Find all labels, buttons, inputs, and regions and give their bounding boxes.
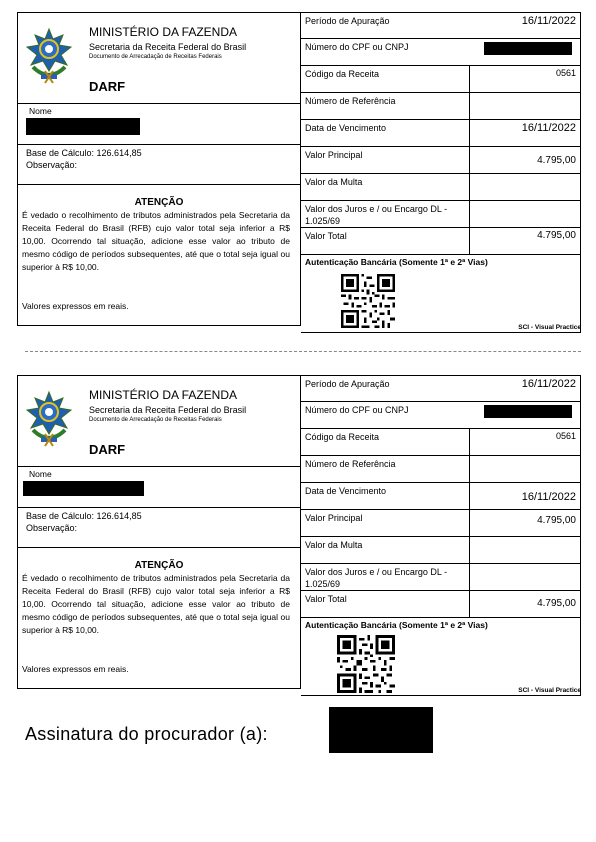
autenticacao-section (301, 255, 580, 332)
darf-title: DARF (89, 442, 126, 457)
vencimento-value: 16/11/2022 (521, 122, 576, 134)
cut-line (25, 351, 581, 352)
form-header (18, 13, 300, 104)
secretaria-subtitle: Secretaria da Receita Federal do Brasil (89, 42, 247, 52)
total-label: Valor Total (305, 594, 347, 604)
brazil-coat-of-arms-icon (25, 27, 73, 87)
cpf-row (301, 402, 580, 429)
periodo-value: 16/11/2022 (521, 15, 576, 27)
sci-footer: SCI - Visual Practice (518, 687, 581, 694)
brazil-coat-of-arms-icon (25, 390, 73, 450)
nome-label: Nome (29, 469, 52, 479)
codigo-row (301, 66, 580, 93)
attention-section (18, 185, 300, 325)
periodo-value: 16/11/2022 (521, 378, 576, 390)
document-type: Documento de Arrecadação de Receitas Federais (89, 54, 222, 60)
periodo-label: Período de Apuração (305, 16, 390, 26)
values-note: Valores expressos em reais. (22, 301, 129, 311)
total-label: Valor Total (305, 231, 347, 241)
base-calculo: Base de Cálculo: 126.614,85 (26, 148, 142, 158)
nome-redacted (26, 118, 140, 135)
document-type: Documento de Arrecadação de Receitas Federais (89, 417, 222, 423)
secretaria-subtitle: Secretaria da Receita Federal do Brasil (89, 405, 247, 415)
nome-redacted (23, 481, 144, 496)
multa-row (301, 537, 580, 564)
multa-label: Valor da Multa (305, 177, 363, 187)
vencimento-label: Data de Vencimento (305, 123, 387, 133)
codigo-label: Código da Receita (305, 432, 380, 442)
right-column (301, 12, 581, 333)
total-row (301, 228, 580, 255)
values-note: Valores expressos em reais. (22, 664, 129, 674)
observacao-label: Observação: (26, 160, 78, 170)
right-column (301, 375, 581, 696)
periodo-row (301, 13, 580, 39)
vencimento-value: 16/11/2022 (521, 491, 576, 503)
vencimento-row (301, 483, 580, 510)
juros-row (301, 201, 580, 228)
cpf-row (301, 39, 580, 66)
form-header (18, 376, 300, 467)
referencia-row (301, 456, 580, 483)
principal-row (301, 510, 580, 537)
nome-label: Nome (29, 106, 52, 116)
observacao-label: Observação: (26, 523, 78, 533)
left-column (17, 12, 301, 326)
nome-field (18, 467, 300, 508)
codigo-value: 0561 (555, 431, 576, 441)
periodo-row (301, 376, 580, 402)
vencimento-row (301, 120, 580, 147)
base-calculo: Base de Cálculo: 126.614,85 (26, 511, 142, 521)
total-value: 4.795,00 (537, 230, 576, 241)
attention-title: ATENÇÃO (134, 560, 184, 571)
vencimento-label: Data de Vencimento (305, 486, 387, 496)
referencia-label: Número de Referência (305, 96, 396, 106)
cpf-label: Número do CPF ou CNPJ (305, 42, 409, 52)
principal-value: 4.795,00 (537, 155, 576, 166)
signature-label: Assinatura do procurador (a): (25, 724, 268, 744)
principal-value: 4.795,00 (537, 515, 576, 526)
juros-label: Valor dos Juros e / ou Encargo DL - 1.025/69 (305, 204, 448, 226)
attention-text: É vedado o recolhimento de tributos administrados pela Secretaria da Receita Federal do Brasil (RFB) cujo valor total seja inferior a R$ 10,00. Ocorrendo tal situação, adicione esse valor ao tributo de mesmo código de períodos subsequentes, até que o total seja igual ou superior à R$ 10,00. (22, 210, 290, 272)
sci-footer: SCI - Visual Practice (518, 324, 581, 331)
juros-row (301, 564, 580, 591)
principal-label: Valor Principal (305, 513, 363, 523)
nome-field (18, 104, 300, 145)
attention-title: ATENÇÃO (134, 197, 184, 208)
cpf-redacted (484, 42, 572, 55)
ministry-title: MINISTÉRIO DA FAZENDA (89, 25, 238, 39)
attention-section (18, 548, 300, 688)
juros-label: Valor dos Juros e / ou Encargo DL - 1.025/69 (305, 567, 448, 589)
signature-redacted (329, 707, 433, 753)
base-calculo-section (18, 145, 300, 185)
codigo-label: Código da Receita (305, 69, 380, 79)
multa-row (301, 174, 580, 201)
codigo-value: 0561 (555, 68, 576, 78)
attention-text: É vedado o recolhimento de tributos administrados pela Secretaria da Receita Federal do Brasil (RFB) cujo valor total seja inferior a R$ 10,00. Ocorrendo tal situação, adicione esse valor ao tributo de mesmo código de períodos subsequentes, até que o total seja igual ou superior à R$ 10,00. (22, 573, 290, 635)
multa-label: Valor da Multa (305, 540, 363, 550)
autenticacao-label: Autenticação Bancária (Somente 1ª e 2ª Vias) (305, 257, 488, 267)
autenticacao-label: Autenticação Bancária (Somente 1ª e 2ª Vias) (305, 620, 488, 630)
ministry-title: MINISTÉRIO DA FAZENDA (89, 388, 238, 402)
principal-label: Valor Principal (305, 150, 363, 160)
darf-title: DARF (89, 79, 126, 94)
qr-code-icon (341, 274, 395, 328)
codigo-row (301, 429, 580, 456)
referencia-label: Número de Referência (305, 459, 396, 469)
cpf-label: Número do CPF ou CNPJ (305, 405, 409, 415)
autenticacao-section (301, 618, 580, 695)
base-calculo-section (18, 508, 300, 548)
total-row (301, 591, 580, 618)
principal-row (301, 147, 580, 174)
left-column (17, 375, 301, 689)
cpf-redacted (484, 405, 572, 418)
periodo-label: Período de Apuração (305, 379, 390, 389)
qr-code-icon (337, 635, 395, 693)
total-value: 4.795,00 (537, 598, 576, 609)
referencia-row (301, 93, 580, 120)
